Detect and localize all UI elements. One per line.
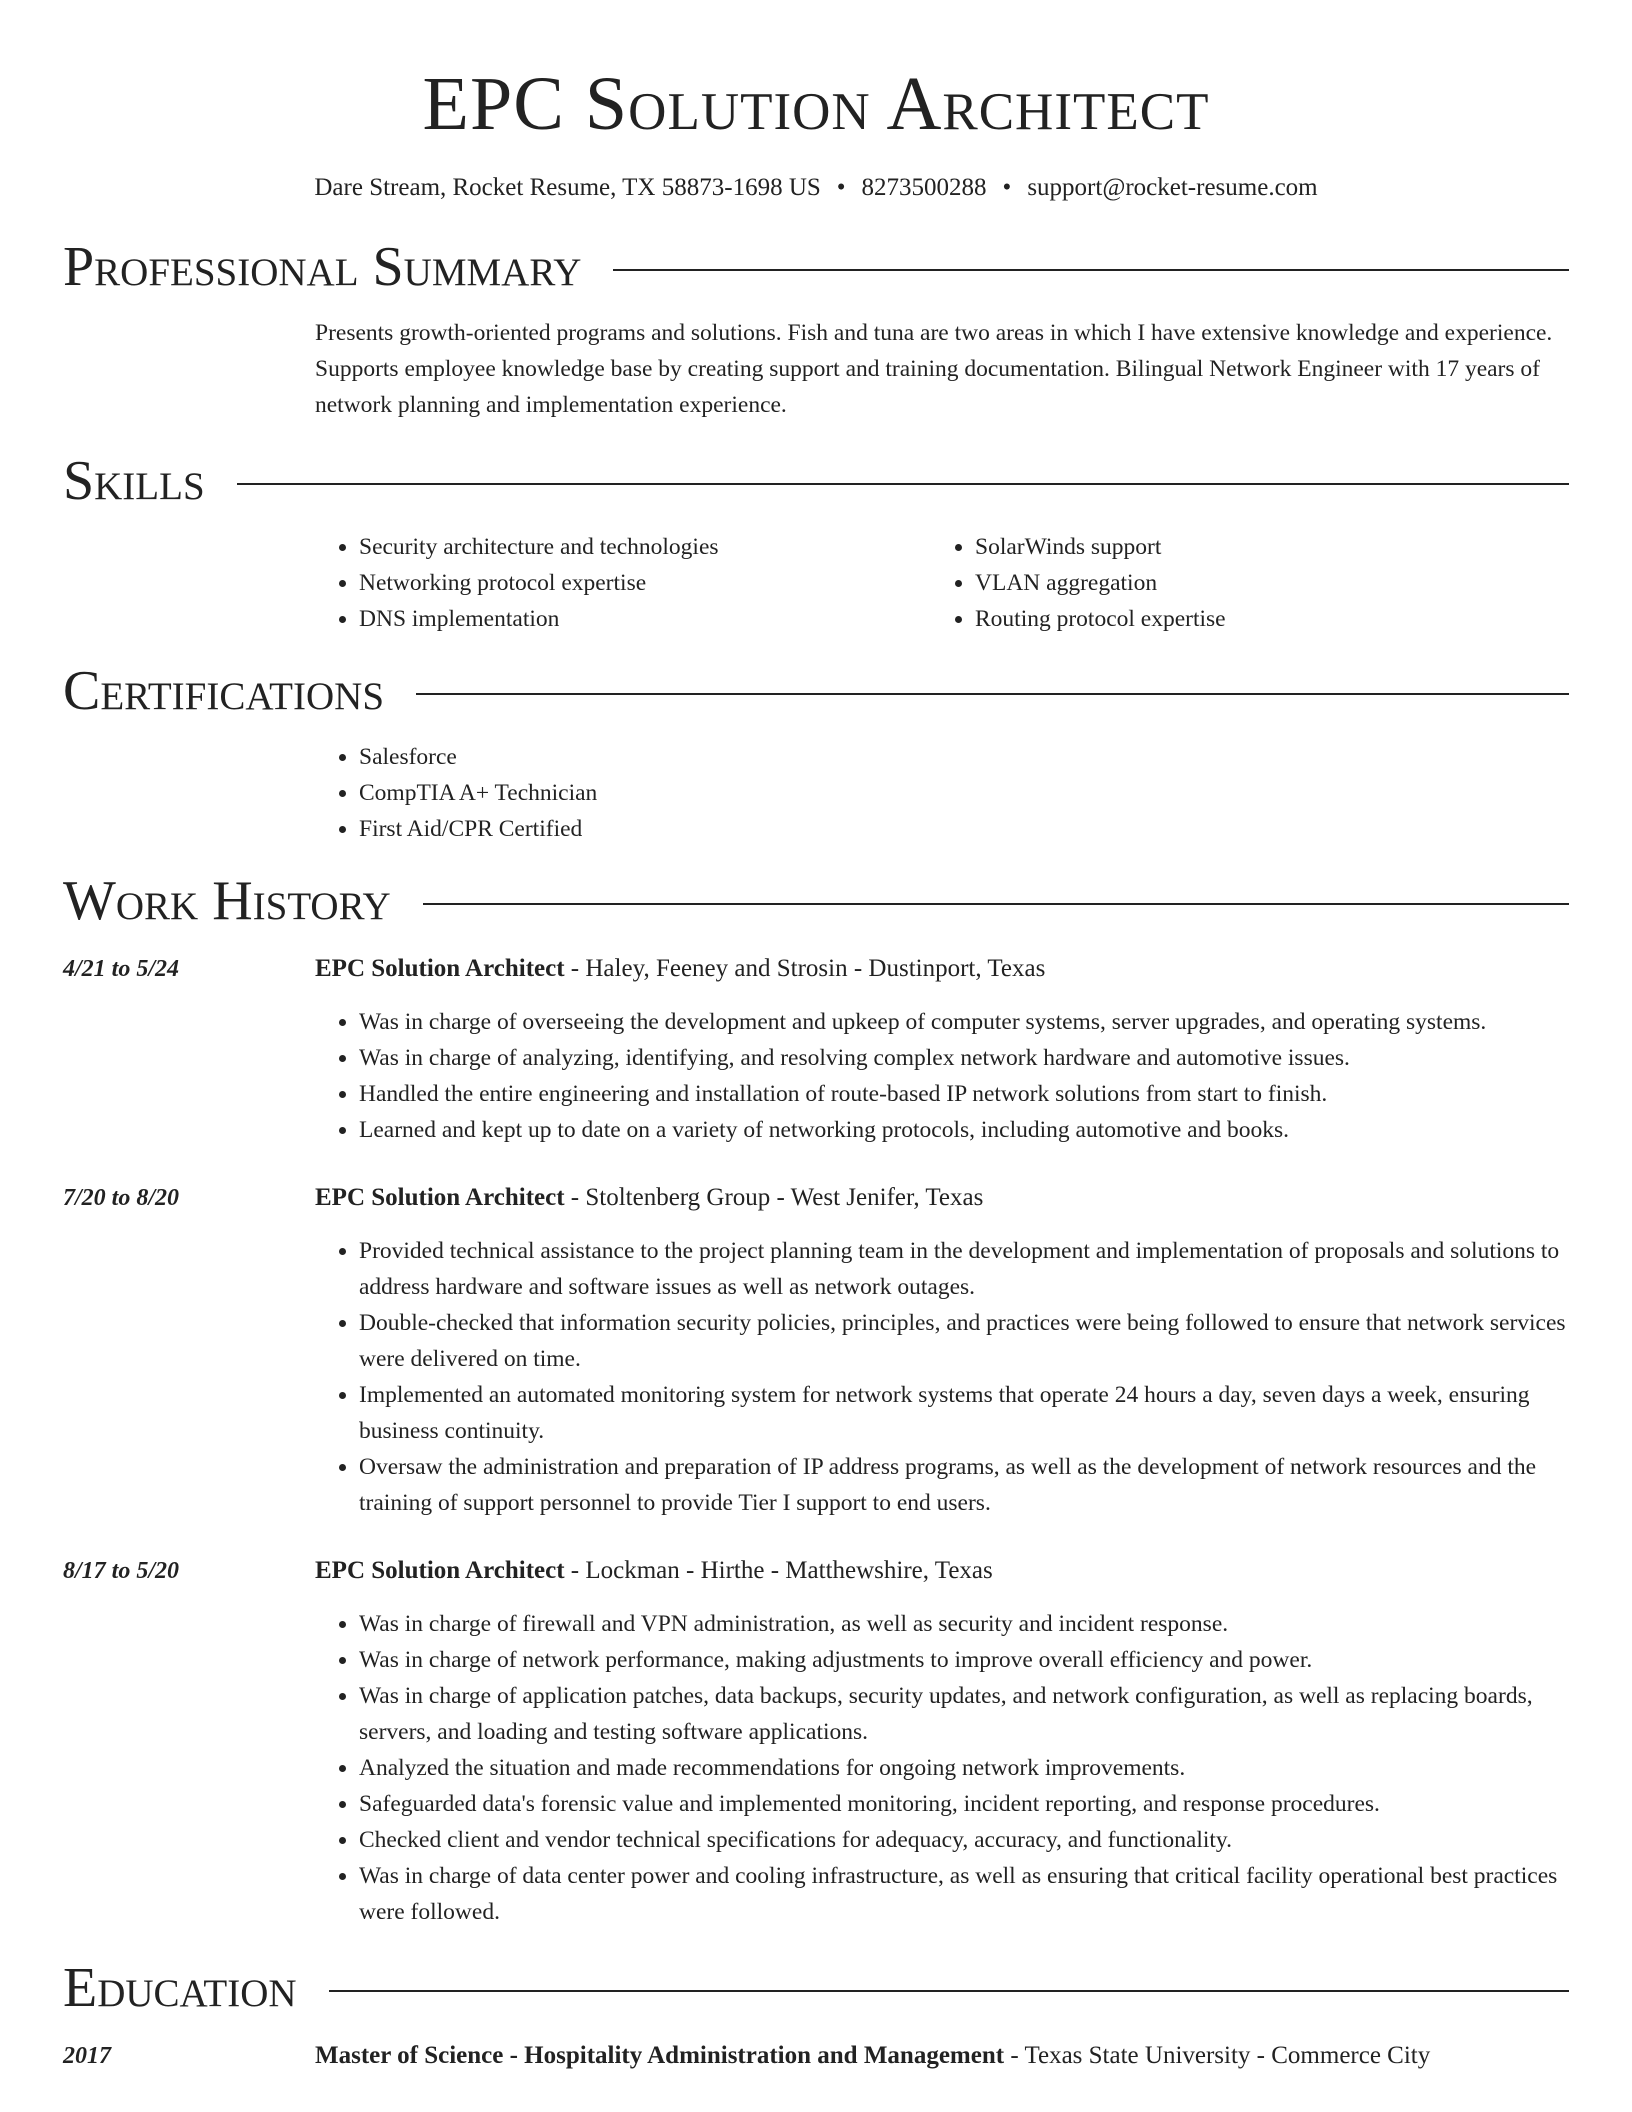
job-entry	[63, 1553, 1569, 1930]
section-rule	[613, 269, 1569, 271]
job-content	[315, 1180, 1569, 1521]
certification-item: • Salesforce	[359, 739, 1569, 775]
job-bullet: • Provided technical assistance to the project planning team in the development and implementation of proposals and solutions to address hardware and software issues as well as network outages.	[359, 1233, 1569, 1305]
job-employer: - Lockman - Hirthe - Matthewshire, Texas	[564, 1557, 993, 1584]
skills-column-left	[315, 529, 931, 637]
job-heading	[315, 951, 1569, 987]
certification-item: • CompTIA A+ Technician	[359, 775, 1569, 811]
job-entry	[63, 951, 1569, 1148]
skill-item: • DNS implementation	[359, 601, 931, 637]
job-title: EPC Solution Architect	[315, 955, 565, 982]
summary-heading: Professional Summary	[63, 236, 582, 298]
job-bullet: • Was in charge of application patches, data backups, security updates, and network configuration, as well as replacing boards, servers, and loading and testing software applications.	[359, 1678, 1569, 1750]
section-rule	[423, 903, 1569, 905]
summary-section-header	[63, 237, 1569, 297]
contact-address: Dare Stream, Rocket Resume, TX 58873-1698 US	[314, 174, 821, 201]
contact-phone: 8273500288	[861, 174, 987, 201]
job-content	[315, 1553, 1569, 1930]
job-bullet: • Was in charge of network performance, making adjustments to improve overall efficiency and power.	[359, 1642, 1569, 1678]
contact-separator: •	[836, 174, 846, 201]
job-bullet: • Was in charge of firewall and VPN administration, as well as security and incident response.	[359, 1606, 1569, 1642]
job-bullet: • Double-checked that information security policies, principles, and practices were being followed to ensure that network services were delivered on time.	[359, 1305, 1569, 1377]
job-bullet: • Learned and kept up to date on a variety of networking protocols, including automotive and books.	[359, 1112, 1569, 1148]
job-bullets	[315, 1233, 1569, 1521]
education-section-header	[63, 1958, 1569, 2018]
skill-item: • Security architecture and technologies	[359, 529, 931, 565]
skill-item: • Routing protocol expertise	[975, 601, 1547, 637]
skill-item: • Networking protocol expertise	[359, 565, 931, 601]
job-bullets	[315, 1004, 1569, 1148]
education-heading: Education	[63, 1957, 297, 2019]
job-content	[315, 951, 1569, 1148]
certifications-list	[315, 739, 1569, 847]
skill-item: • SolarWinds support	[975, 529, 1547, 565]
job-employer: - Haley, Feeney and Strosin - Dustinport, Texas	[564, 955, 1046, 982]
job-heading	[315, 1180, 1569, 1216]
job-employer: - Stoltenberg Group - West Jenifer, Texas	[564, 1184, 984, 1211]
education-entry	[63, 2038, 1569, 2074]
job-bullets	[315, 1606, 1569, 1930]
education-school: - Texas State University - Commerce City	[1004, 2042, 1431, 2069]
education-degree: Master of Science - Hospitality Administration and Management	[315, 2042, 1005, 2069]
contact-email: support@rocket-resume.com	[1027, 174, 1318, 201]
job-title: EPC Solution Architect	[315, 1557, 565, 1584]
job-bullet: • Was in charge of analyzing, identifying, and resolving complex network hardware and automotive issues.	[359, 1040, 1569, 1076]
certifications-section-header	[63, 661, 1569, 721]
contact-separator: •	[1002, 174, 1012, 201]
job-bullet: • Handled the entire engineering and installation of route-based IP network solutions from start to finish.	[359, 1076, 1569, 1112]
skill-item: • VLAN aggregation	[975, 565, 1547, 601]
job-dates: 8/17 to 5/20	[63, 1558, 180, 1584]
job-bullet: • Was in charge of data center power and cooling infrastructure, as well as ensuring that critical facility operational best practices were followed.	[359, 1858, 1569, 1930]
summary-text: Presents growth-oriented programs and solutions. Fish and tuna are two areas in which I have extensive knowledge and experience. Supports employee knowledge base by creating support and training documentation. Bilingual Network Engineer with 17 years of network planning and implementation experience.	[315, 320, 1553, 418]
skills-column-right	[931, 529, 1547, 637]
work-history-heading: Work History	[63, 870, 391, 932]
section-rule	[237, 483, 1569, 485]
job-dates: 7/20 to 8/20	[63, 1185, 180, 1211]
section-rule	[416, 693, 1569, 695]
job-bullet: • Safeguarded data's forensic value and implemented monitoring, incident reporting, and response procedures.	[359, 1786, 1569, 1822]
section-rule	[329, 1990, 1569, 1992]
work-history-section-header	[63, 871, 1569, 931]
skills-heading: Skills	[63, 450, 205, 512]
job-entry	[63, 1180, 1569, 1521]
job-title: EPC Solution Architect	[315, 1184, 565, 1211]
job-bullet: • Implemented an automated monitoring system for network systems that operate 24 hours a day, seven days a week, ensuring business continuity.	[359, 1377, 1569, 1449]
education-year: 2017	[63, 2043, 111, 2069]
skills-section-header	[63, 451, 1569, 511]
job-bullet: • Oversaw the administration and preparation of IP address programs, as well as the development of network resources and the training of support personnel to provide Tier I support to end users.	[359, 1449, 1569, 1521]
job-bullet: • Checked client and vendor technical specifications for adequacy, accuracy, and functionality.	[359, 1822, 1569, 1858]
job-heading	[315, 1553, 1569, 1589]
skills-list	[315, 529, 1569, 637]
education-heading-line	[315, 2038, 1430, 2074]
job-bullet: • Analyzed the situation and made recommendations for ongoing network improvements.	[359, 1750, 1569, 1786]
resume-title: EPC Solution Architect	[422, 62, 1210, 146]
job-bullet: • Was in charge of overseeing the development and upkeep of computer systems, server upgrades, and operating systems.	[359, 1004, 1569, 1040]
certification-item: • First Aid/CPR Certified	[359, 811, 1569, 847]
job-dates: 4/21 to 5/24	[63, 956, 180, 982]
certifications-heading: Certifications	[63, 660, 385, 722]
contact-line	[63, 173, 1569, 203]
